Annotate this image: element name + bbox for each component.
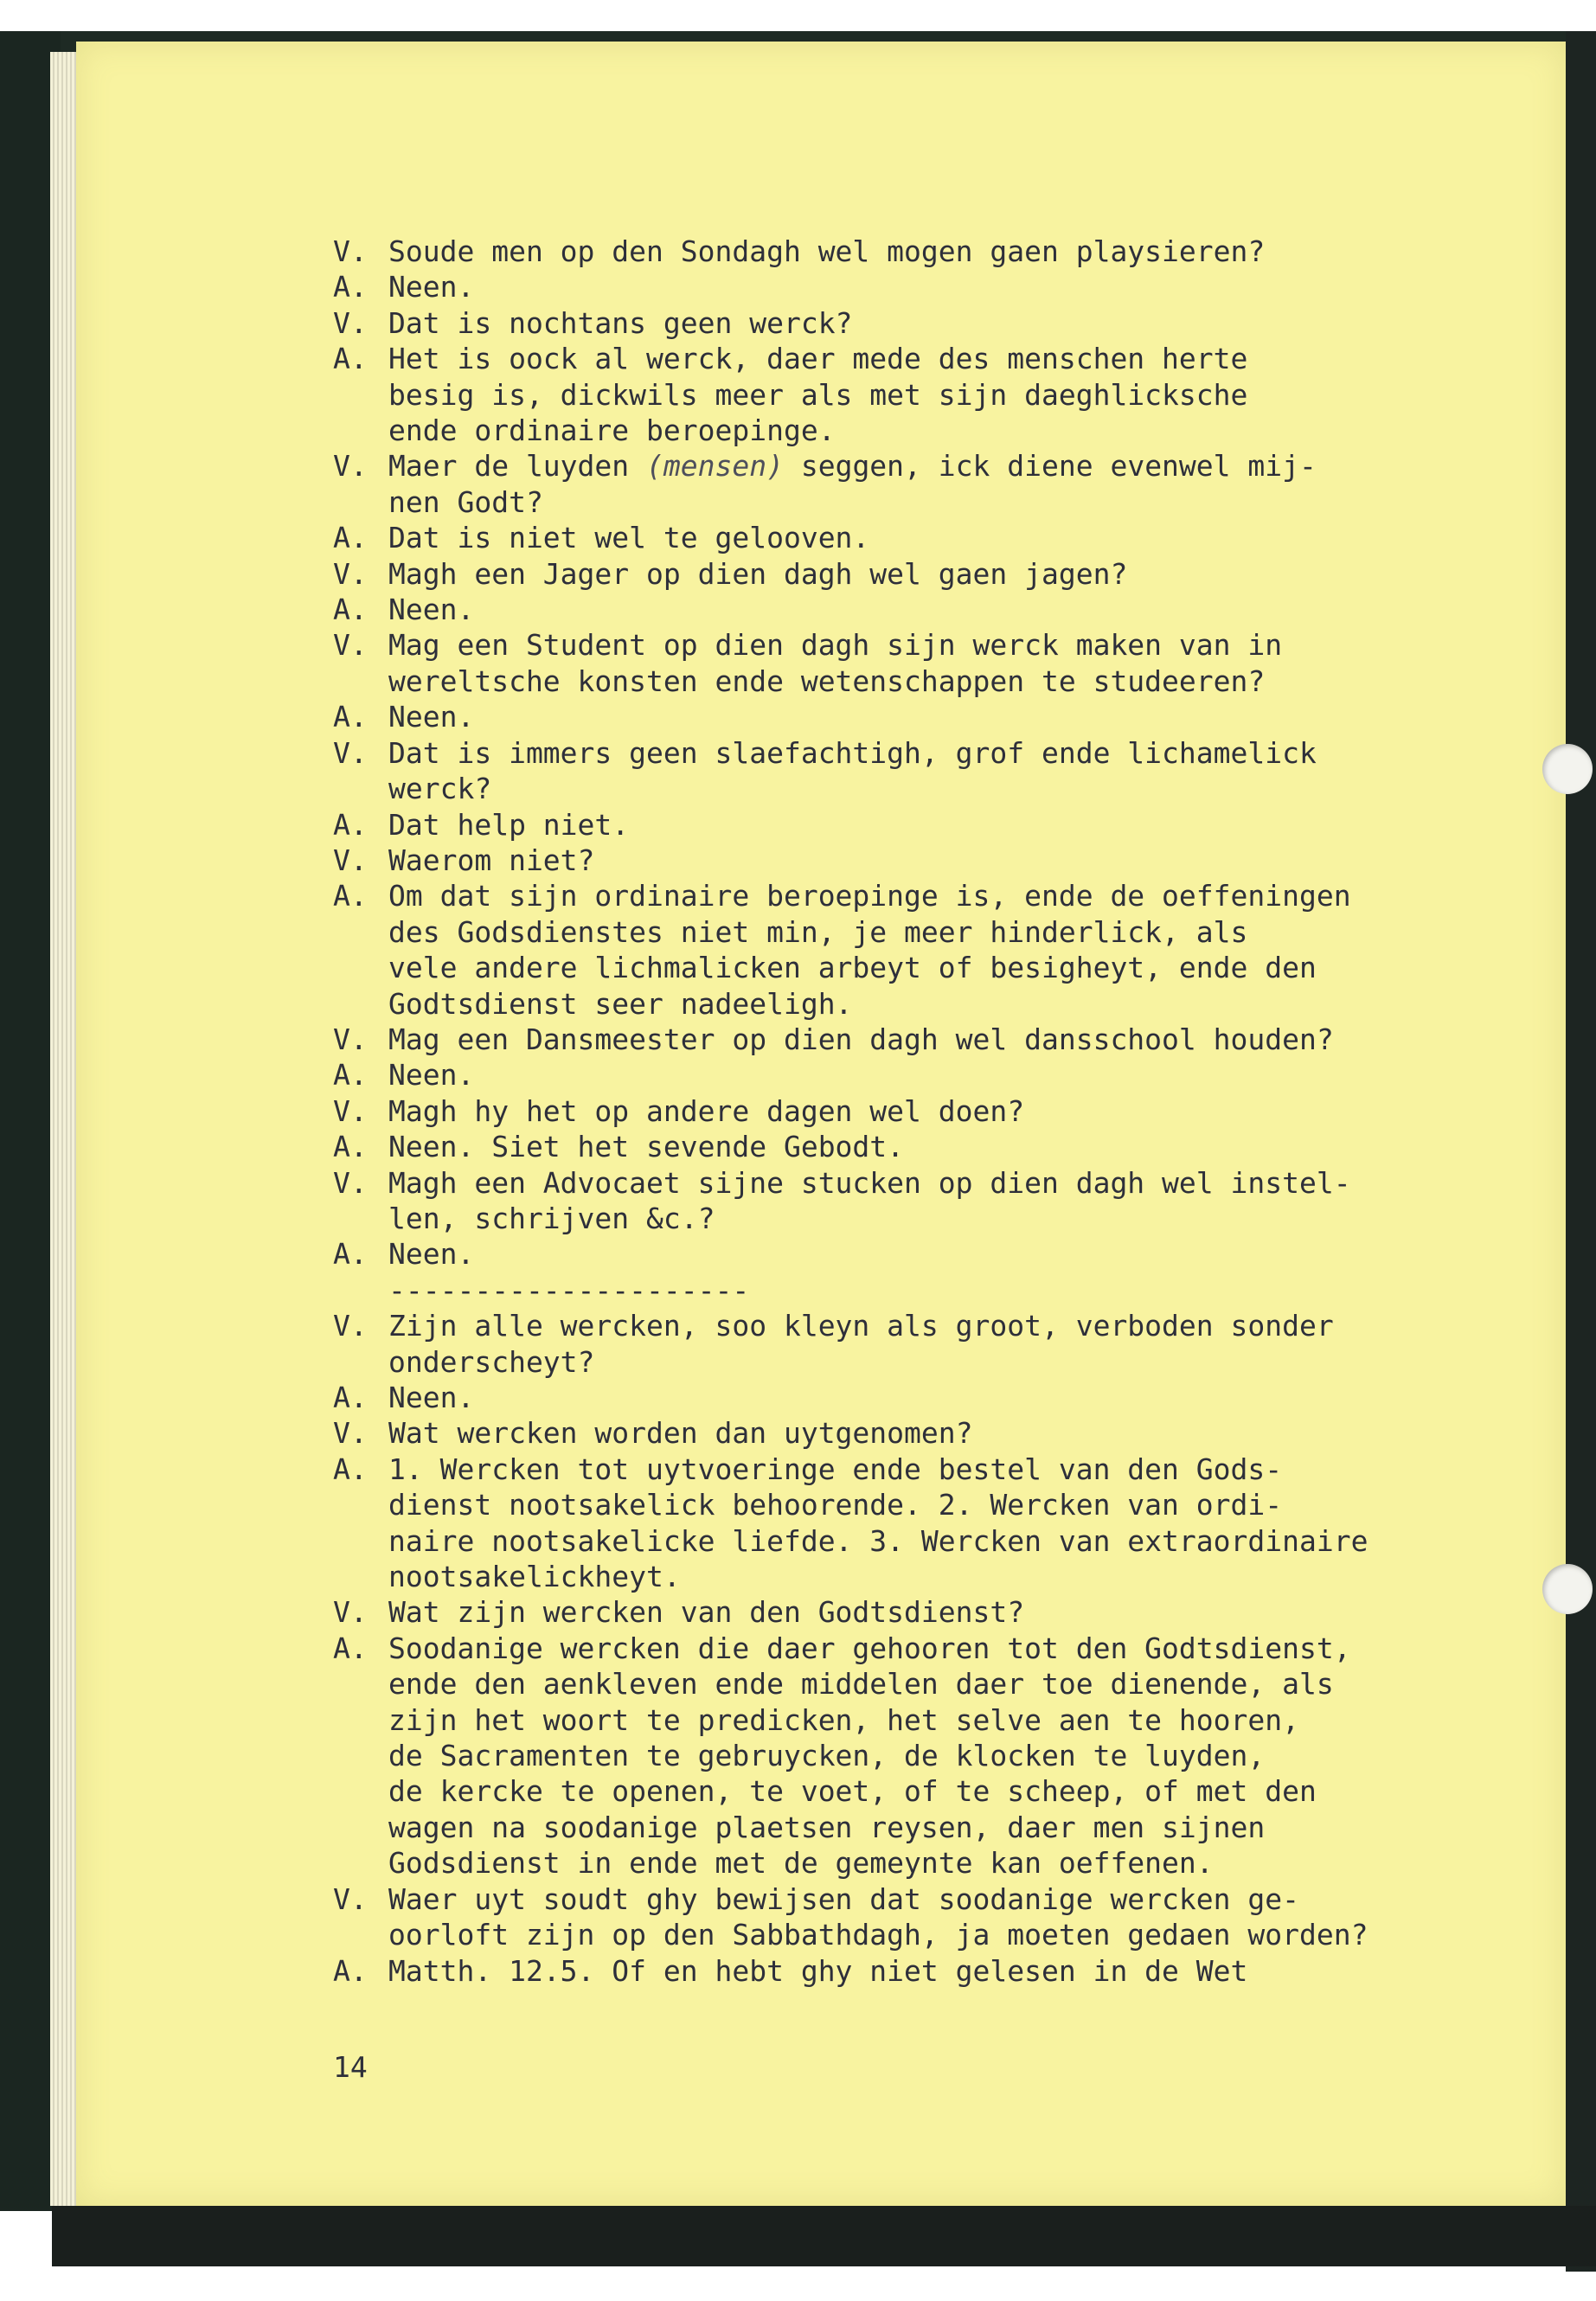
question-entry bbox=[333, 1415, 1458, 1451]
text-fragment: Maer de luyden bbox=[388, 449, 647, 484]
speaker-label: V. bbox=[333, 1309, 368, 1343]
text-line: Neen. bbox=[388, 700, 475, 734]
answer-entry bbox=[333, 807, 1458, 843]
entry-text bbox=[388, 592, 1458, 627]
text-line: Het is oock al werck, daer mede des menschen herte bbox=[388, 342, 1248, 376]
answer-entry bbox=[333, 1380, 1458, 1415]
text-line: 1. Wercken tot uytvoeringe ende bestel van den Gods- bbox=[388, 1452, 1283, 1486]
text-line: wereltsche konsten ende wetenschappen te studeeren? bbox=[388, 663, 1266, 698]
answer-entry bbox=[333, 1057, 1458, 1093]
speaker-label: A. bbox=[333, 879, 368, 913]
entry-text bbox=[388, 1452, 1458, 1595]
punch-hole bbox=[1542, 1564, 1593, 1614]
text-line: onderscheyt? bbox=[388, 1344, 595, 1379]
entry-text bbox=[388, 699, 1458, 734]
speaker-label: V. bbox=[333, 1595, 368, 1630]
text-fragment: seggen, ick diene evenwel mij- bbox=[783, 449, 1317, 484]
answer-entry bbox=[333, 699, 1458, 734]
text-line: Soude men op den Sondagh wel mogen gaen playsieren? bbox=[388, 234, 1266, 268]
text-line: Neen. bbox=[388, 1237, 475, 1272]
entry-text bbox=[388, 234, 1458, 269]
entry-text bbox=[388, 1236, 1458, 1272]
answer-entry bbox=[333, 341, 1458, 448]
question-entry bbox=[333, 305, 1458, 341]
text-line: Zijn alle wercken, soo kleyn als groot, verboden sonder bbox=[388, 1309, 1334, 1343]
text-line: Dat help niet. bbox=[388, 807, 630, 842]
speaker-label: A. bbox=[333, 807, 368, 842]
text-line: Dat is nochtans geen werck? bbox=[388, 305, 853, 340]
text-line: besig is, dickwils meer als met sijn daeghlicksche bbox=[388, 377, 1248, 412]
entry-text bbox=[388, 1415, 1458, 1451]
entry-text bbox=[388, 556, 1458, 592]
speaker-label: V. bbox=[333, 449, 368, 484]
text-line: wagen na soodanige plaetsen reysen, daer men sijnen bbox=[388, 1810, 1266, 1844]
speaker-label: V. bbox=[333, 735, 368, 770]
entry-text bbox=[388, 305, 1458, 341]
entry-text bbox=[388, 448, 1458, 520]
entry-text bbox=[388, 1953, 1458, 1989]
text-line: Godtsdienst seer nadeeligh. bbox=[388, 986, 853, 1021]
speaker-label: V. bbox=[333, 1022, 368, 1056]
speaker-label: V. bbox=[333, 1881, 368, 1916]
question-entry bbox=[333, 1022, 1458, 1057]
speaker-label: V. bbox=[333, 628, 368, 663]
question-entry bbox=[333, 1308, 1458, 1380]
text-line: naire nootsakelicke liefde. 3. Wercken van extraordinaire bbox=[388, 1523, 1368, 1558]
speaker-label: A. bbox=[333, 342, 368, 376]
speaker-label: V. bbox=[333, 305, 368, 340]
page-number: 14 bbox=[333, 2050, 368, 2084]
text-line: ende ordinaire beroepinge. bbox=[388, 413, 836, 448]
text-line: oorloft zijn op den Sabbathdagh, ja moeten gedaen worden? bbox=[388, 1918, 1368, 1952]
catechism-text bbox=[333, 234, 1458, 1989]
text-line: de kercke te openen, te voet, of te scheep, of met den bbox=[388, 1774, 1317, 1809]
entry-text bbox=[388, 1308, 1458, 1380]
entry-text bbox=[388, 843, 1458, 878]
entry-text bbox=[388, 341, 1458, 448]
answer-entry bbox=[333, 878, 1458, 1022]
text-line: Godsdienst in ende met de gemeynte kan oeffenen. bbox=[388, 1846, 1214, 1881]
speaker-label: V. bbox=[333, 1165, 368, 1200]
text-line: Magh hy het op andere dagen wel doen? bbox=[388, 1093, 1025, 1128]
speaker-label: A. bbox=[333, 1631, 368, 1665]
text-line: Wat zijn wercken van den Godtsdienst? bbox=[388, 1595, 1025, 1630]
entry-text bbox=[388, 1022, 1458, 1057]
text-line: Neen. bbox=[388, 593, 475, 627]
text-line: Waerom niet? bbox=[388, 843, 595, 877]
text-line: Wat wercken worden dan uytgenomen? bbox=[388, 1416, 973, 1451]
text-line: Dat is immers geen slaefachtigh, grof ende lichamelick bbox=[388, 735, 1317, 770]
entry-text bbox=[388, 1594, 1458, 1630]
question-entry bbox=[333, 1881, 1458, 1953]
speaker-label: V. bbox=[333, 1093, 368, 1128]
entry-text bbox=[388, 807, 1458, 843]
question-entry bbox=[333, 1165, 1458, 1237]
text-line: ende den aenkleven ende middelen daer toe dienende, als bbox=[388, 1667, 1334, 1702]
text-line bbox=[388, 448, 1458, 484]
answer-entry bbox=[333, 592, 1458, 627]
entry-text bbox=[388, 269, 1458, 304]
speaker-label: V. bbox=[333, 234, 368, 268]
text-line: Matth. 12.5. Of en hebt ghy niet gelesen in de Wet bbox=[388, 1953, 1248, 1988]
text-line: len, schrijven &c.? bbox=[388, 1201, 715, 1235]
question-entry bbox=[333, 627, 1458, 699]
question-entry bbox=[333, 1594, 1458, 1630]
text-line: de Sacramenten te gebruycken, de klocken te luyden, bbox=[388, 1739, 1266, 1773]
text-line: Mag een Dansmeester op dien dagh wel dansschool houden? bbox=[388, 1022, 1334, 1056]
entry-text bbox=[388, 878, 1458, 1022]
answer-entry bbox=[333, 1953, 1458, 1989]
text-line: werck? bbox=[388, 772, 492, 806]
dialogue-block bbox=[333, 1308, 1458, 1989]
entry-text bbox=[388, 735, 1458, 807]
entry-text bbox=[388, 1881, 1458, 1953]
question-entry bbox=[333, 556, 1458, 592]
question-entry bbox=[333, 735, 1458, 807]
speaker-label: A. bbox=[333, 1058, 368, 1093]
punch-hole bbox=[1542, 744, 1593, 794]
entry-text bbox=[388, 520, 1458, 555]
text-line: nen Godt? bbox=[388, 484, 543, 519]
text-line: zijn het woort te predicken, het selve aen te hooren, bbox=[388, 1702, 1299, 1737]
text-line: Neen. Siet het sevende Gebodt. bbox=[388, 1130, 905, 1164]
text-line: Neen. bbox=[388, 270, 475, 304]
text-line: Mag een Student op dien dagh sijn werck maken van in bbox=[388, 628, 1283, 663]
text-line: vele andere lichmalicken arbeyt of besigheyt, ende den bbox=[388, 951, 1317, 985]
speaker-label: V. bbox=[333, 1416, 368, 1451]
entry-text bbox=[388, 1057, 1458, 1093]
text-line: Soodanige wercken die daer gehooren tot den Godtsdienst, bbox=[388, 1631, 1351, 1665]
text-line: Neen. bbox=[388, 1058, 475, 1093]
text-line: nootsakelickheyt. bbox=[388, 1560, 681, 1594]
speaker-label: A. bbox=[333, 270, 368, 304]
speaker-label: A. bbox=[333, 593, 368, 627]
binder-edge-right bbox=[1566, 31, 1596, 2272]
speaker-label: A. bbox=[333, 1130, 368, 1164]
text-line: Magh een Jager op dien dagh wel gaen jagen? bbox=[388, 556, 1128, 591]
answer-entry bbox=[333, 1129, 1458, 1164]
page-stack-edges bbox=[50, 52, 80, 2206]
answer-entry bbox=[333, 1631, 1458, 1881]
question-entry bbox=[333, 448, 1458, 520]
binder-edge-bottom bbox=[52, 2206, 1596, 2266]
text-line: dienst nootsakelick behoorende. 2. Wercken van ordi- bbox=[388, 1488, 1283, 1522]
speaker-label: V. bbox=[333, 843, 368, 877]
speaker-label: V. bbox=[333, 556, 368, 591]
entry-text bbox=[388, 1380, 1458, 1415]
editorial-note: (mensen) bbox=[646, 449, 784, 484]
speaker-label: A. bbox=[333, 1953, 368, 1988]
speaker-label: A. bbox=[333, 1452, 368, 1486]
question-entry bbox=[333, 843, 1458, 878]
speaker-label: A. bbox=[333, 1381, 368, 1414]
entry-text bbox=[388, 1129, 1458, 1164]
text-line: Neen. bbox=[388, 1381, 475, 1414]
section-separator: --------------------- bbox=[388, 1272, 750, 1307]
entry-text bbox=[388, 1631, 1458, 1881]
text-line: Magh een Advocaet sijne stucken op dien dagh wel instel- bbox=[388, 1165, 1351, 1200]
entry-text bbox=[388, 1093, 1458, 1129]
text-line: Om dat sijn ordinaire beroepinge is, ende de oeffeningen bbox=[388, 879, 1351, 913]
speaker-label: A. bbox=[333, 700, 368, 734]
question-entry bbox=[333, 234, 1458, 269]
dialogue-block bbox=[333, 234, 1458, 1272]
answer-entry bbox=[333, 269, 1458, 304]
text-line: Waer uyt soudt ghy bewijsen dat soodanige wercken ge- bbox=[388, 1881, 1299, 1916]
speaker-label: A. bbox=[333, 1237, 368, 1272]
text-line: Dat is niet wel te gelooven. bbox=[388, 521, 870, 555]
speaker-label: A. bbox=[333, 521, 368, 555]
answer-entry bbox=[333, 1236, 1458, 1272]
answer-entry bbox=[333, 1452, 1458, 1595]
entry-text bbox=[388, 1165, 1458, 1237]
entry-text bbox=[388, 627, 1458, 699]
answer-entry bbox=[333, 520, 1458, 555]
question-entry bbox=[333, 1093, 1458, 1129]
text-line: des Godsdienstes niet min, je meer hinderlick, als bbox=[388, 914, 1248, 949]
